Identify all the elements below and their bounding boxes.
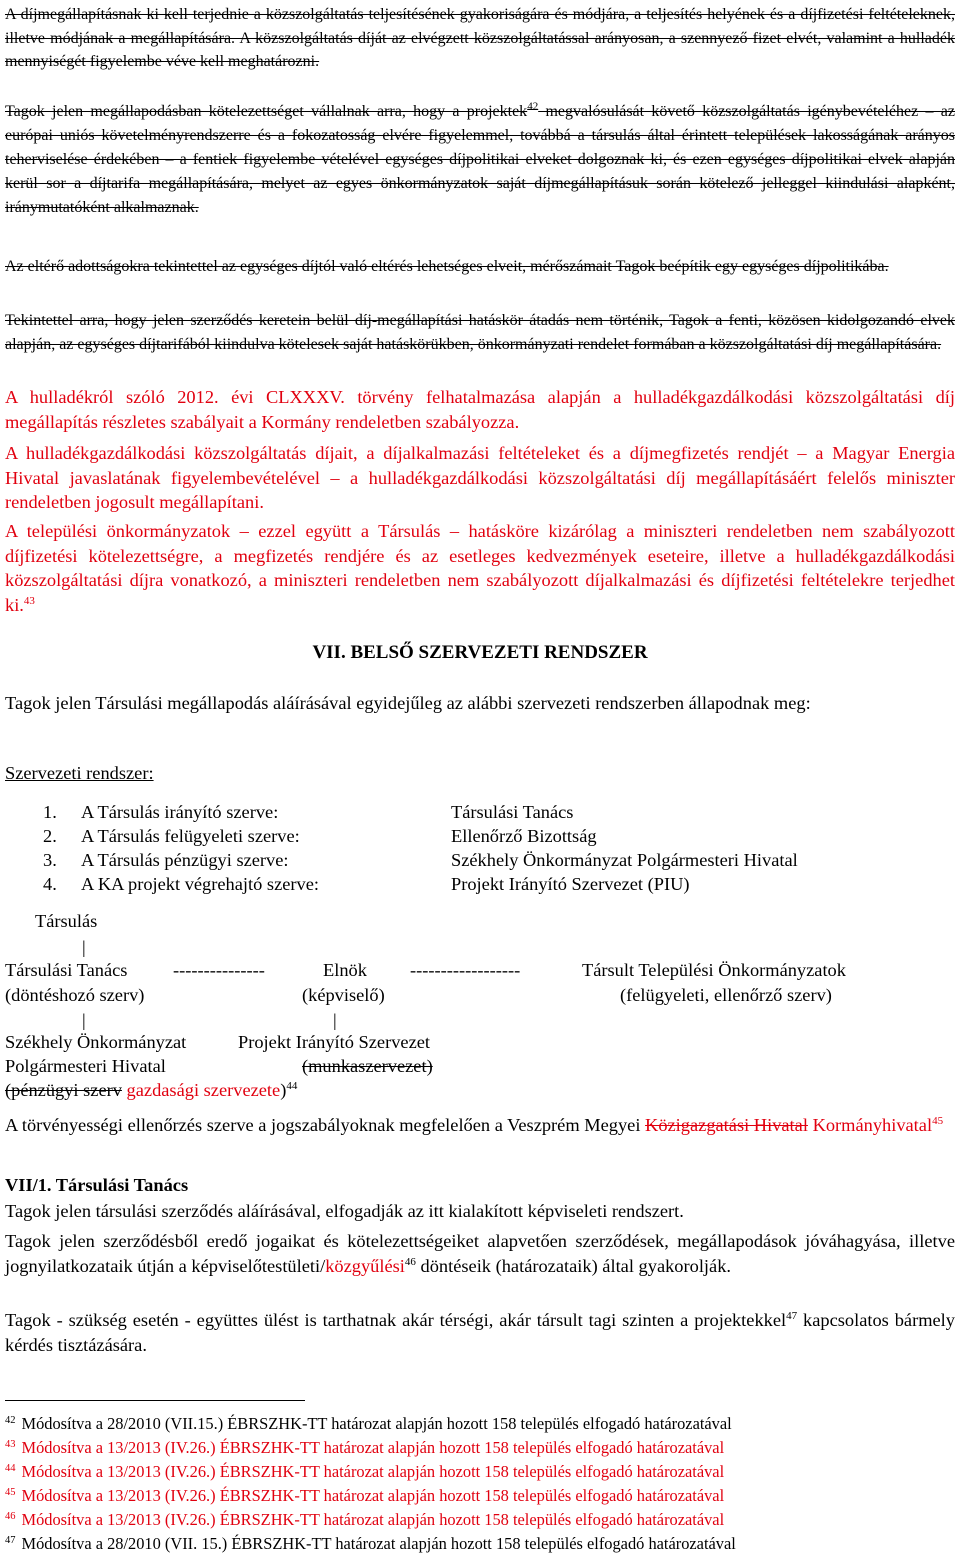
org-list-item [43, 824, 597, 848]
footnote [5, 1437, 724, 1459]
org-system-label: Szervezeti rendszer: [5, 763, 154, 783]
org-list-role: A KA projekt végrehajtó szerve: [81, 874, 319, 894]
org-list-num: 2. [43, 826, 57, 846]
footnote [5, 1533, 736, 1555]
paragraph-rights-text-a: Tagok jelen szerződésből eredő jogaikat és kötelezettségeiket alapvetően szerződések, megállapodások jóváhagyása, illetve jognyilatkozataik útján a képviselőtestületi/ [5, 1231, 955, 1276]
footnote-ref-47[interactable]: 47 [786, 1309, 798, 1322]
footnote-text: Módosítva a 13/2013 (IV.26.) ÉBRSZHK-TT határozat alapján hozott 158 település elfogadó határozatával [21, 1462, 725, 1481]
orgchart-seat-role-close: ) [280, 1080, 287, 1100]
footnote [5, 1413, 732, 1435]
orgchart-dash-2: ------------------ [410, 960, 521, 980]
orgchart-dash-1: --------------- [173, 960, 265, 980]
org-list-role: A Társulás felügyeleti szerve: [81, 826, 300, 846]
footnote-number: 43 [5, 1438, 16, 1450]
orgchart-seat-role-old: (pénzügyi szerv [5, 1080, 122, 1100]
paragraph-legality-text: A törvényességi ellenőrzés szerve a jogszabályoknak megfelelően a Veszprém Megyei [5, 1115, 641, 1135]
paragraph-joint-meeting [5, 1308, 955, 1357]
orgchart-project-role-old: (munkaszervezet) [302, 1056, 433, 1076]
section-intro: Tagok jelen Társulási megállapodás aláírásával egyidejűleg az alábbi szervezeti rendszerben állapodnak meg: [5, 693, 811, 713]
orgchart-connector: | [82, 1010, 86, 1030]
orgchart-associated-role: (felügyeleti, ellenőrző szerv) [620, 985, 832, 1005]
org-list-num: 1. [43, 802, 57, 822]
footnote-text: Módosítva a 13/2013 (IV.26.) ÉBRSZHK-TT határozat alapján hozott 158 település elfogadó határozatával [21, 1438, 725, 1457]
footnote-separator [5, 1400, 305, 1401]
orgchart-seat-municipality: Székhely Önkormányzat [5, 1032, 187, 1052]
paragraph-local-competence-text: A települési önkormányzatok – ezzel együtt a Társulás – hatásköre kizárólag a miniszteri rendeletben nem szabályozott díjfizetési kötelezettségre, a megfizetés rendjére és az esetleges kedvezmények eseteire, illetve a hulladékgazdálkodási közszolgáltatási díjra vonatkozó, a miniszteri rendeletben nem szabályozott díjalkalmazási és díjfizetési feltételekre terjedhet ki. [5, 521, 955, 615]
paragraph-legality-new: Kormányhivatal [812, 1115, 933, 1135]
paragraph-fee-scope: A díjmegállapításnak ki kell terjednie a közszolgáltatás teljesítésének gyakoriságára és módjára, a teljesítés helyének és a díjfizetési feltételeknek, illetve módjának a megállapítására. A közszolgáltatás díját az elvégzett közszolgáltatással arányosan, a szennyező fizet elvét, valamint a hulladék mennyiségét figyelembe véve kell meghatározni. [5, 6, 955, 70]
paragraph-legality-control [5, 1113, 943, 1138]
paragraph-rights-red: közgyűlési [325, 1255, 405, 1276]
paragraph-joint-text-a: Tagok - szükség esetén - együttes ülést is tarthatnak akár térségi, akár társult tagi szinten a projektekkel [5, 1310, 787, 1330]
footnote-ref-44[interactable]: 44 [286, 1079, 298, 1092]
paragraph-legality-old: Közigazgatási Hivatal [645, 1115, 808, 1135]
orgchart-president-role: (képviselő) [302, 985, 385, 1005]
footnote-text: Módosítva a 13/2013 (IV.26.) ÉBRSZHK-TT határozat alapján hozott 158 település elfogadó határozatával [21, 1486, 725, 1505]
footnote-ref-46[interactable]: 46 [404, 1255, 416, 1268]
paragraph-fee-policy-text-a: Tagok jelen megállapodásban kötelezettséget vállalnak arra, hogy a projektek [5, 103, 528, 120]
paragraph-deviation: Az eltérő adottságokra tekintettel az egységes díjtól való eltérés lehetséges elveit, mérőszámait Tagok beépítik egy egységes díjpolitikába. [5, 258, 889, 275]
paragraph-law-2012: A hulladékról szóló 2012. évi CLXXXV. törvény felhatalmazása alapján a hulladékgazdálkodási közszolgáltatási díj megállapítás részletes szabályait a Kormány rendeletben szabályozza. [5, 387, 955, 432]
footnote-number: 47 [5, 1534, 16, 1546]
orgchart-mayor-office: Polgármesteri Hivatal [5, 1056, 166, 1076]
orgchart-council-role: (döntéshozó szerv) [5, 985, 145, 1005]
orgchart-seat-role [5, 1078, 297, 1102]
org-list-value: Projekt Irányító Szervezet (PIU) [451, 874, 690, 894]
org-list-role: A Társulás pénzügyi szerve: [81, 850, 289, 870]
footnote-number: 44 [5, 1462, 16, 1474]
footnote-number: 46 [5, 1510, 16, 1522]
subsection-heading: VII/1. Társulási Tanács [5, 1175, 189, 1195]
orgchart-council: Társulási Tanács [5, 960, 128, 980]
footnote-ref-43[interactable]: 43 [23, 594, 35, 607]
orgchart-seat-role-new: gazdasági szervezete [126, 1080, 281, 1100]
paragraph-representation: Tagok jelen társulási szerződés aláírásával, elfogadják az itt kialakított képviseleti rendszert. [5, 1201, 684, 1221]
orgchart-associated-municipalities: Társult Települési Önkormányzatok [582, 960, 846, 980]
section-heading: VII. BELSŐ SZERVEZETI RENDSZER [312, 642, 648, 663]
paragraph-fee-policy [5, 100, 955, 220]
footnote-text: Módosítva a 13/2013 (IV.26.) ÉBRSZHK-TT határozat alapján hozott 158 település elfogadó határozatával [21, 1510, 725, 1529]
org-list-num: 4. [43, 874, 57, 894]
footnote [5, 1509, 724, 1531]
paragraph-local-competence [5, 519, 955, 617]
footnote-number: 42 [5, 1414, 16, 1426]
footnote-ref-45[interactable]: 45 [932, 1114, 944, 1127]
footnote-ref-42[interactable]: 42 [527, 100, 539, 113]
paragraph-rights-exercise [5, 1229, 955, 1278]
paragraph-fee-policy-text-b: megvalósulását követő közszolgáltatás igénybevételéhez – az európai uniós követelményrendszerre és a fokozatosság elvére figyelemmel, továbbá a társulás által érintett települések lakosságának arányos teherviselése érdekében – a fentiek figyelembe vételével egységes díjpolitikai elveket dolgoznak ki, és ezen egységes díjpolitikai elvek alapján kerül sor a díjtarifa megállapítására, melyet az egyes önkormányzatok saját díjmegállapításuk során kötelező jelleggel kiindulási alapként, iránymutatóként alkalmaznak. [5, 103, 955, 216]
org-list-value: Ellenőrző Bizottság [451, 826, 597, 846]
org-list-num: 3. [43, 850, 57, 870]
orgchart-project-org: Projekt Irányító Szervezet [238, 1032, 431, 1052]
footnote-text: Módosítva a 28/2010 (VII. 15.) ÉBRSZHK-TT határozat alapján hozott 158 település elfogadó határozatával [21, 1534, 736, 1553]
org-list-item [43, 872, 690, 896]
org-list-value: Társulási Tanács [451, 802, 574, 822]
orgchart-connector: | [333, 1010, 337, 1030]
footnote-number: 45 [5, 1486, 16, 1498]
paragraph-rights-text-b: döntéseik (határozataik) által gyakorolják. [415, 1255, 731, 1276]
footnote [5, 1485, 724, 1507]
orgchart-top: Társulás [35, 911, 98, 931]
org-list-value: Székhely Önkormányzat Polgármesteri Hivatal [451, 850, 798, 870]
paragraph-fee-minister: A hulladékgazdálkodási közszolgáltatás díjait, a díjalkalmazási feltételeket és a díjmegfizetés rendjét – a Magyar Energia Hivatal javaslatának figyelembevételével – a hulladékgazdálkodási közszolgáltatási díj megállapításáért felelős miniszter rendeletben jogosult megállapítani. [5, 443, 955, 512]
orgchart-connector: | [82, 937, 86, 957]
paragraph-joint-text-b: kapcsolatos bármely kérdés tisztázására. [5, 1310, 955, 1355]
orgchart-president: Elnök [323, 960, 367, 980]
org-list-item [43, 848, 798, 872]
org-list-role: A Társulás irányító szerve: [81, 802, 279, 822]
paragraph-no-transfer: Tekintettel arra, hogy jelen szerződés keretein belül díj-megállapítási hatáskör átadás nem történik, Tagok a fenti, közösen kidolgozandó elvek alapján, az egységes díjtarifából kiindulva kötelesek saját hatáskörükben, önkormányzati rendelet formában a közszolgáltatási díj megállapítására. [5, 312, 955, 353]
footnote-text: Módosítva a 28/2010 (VII.15.) ÉBRSZHK-TT határozat alapján hozott 158 település elfogadó határozatával [21, 1414, 732, 1433]
org-list-item [43, 800, 573, 824]
footnote [5, 1461, 724, 1483]
